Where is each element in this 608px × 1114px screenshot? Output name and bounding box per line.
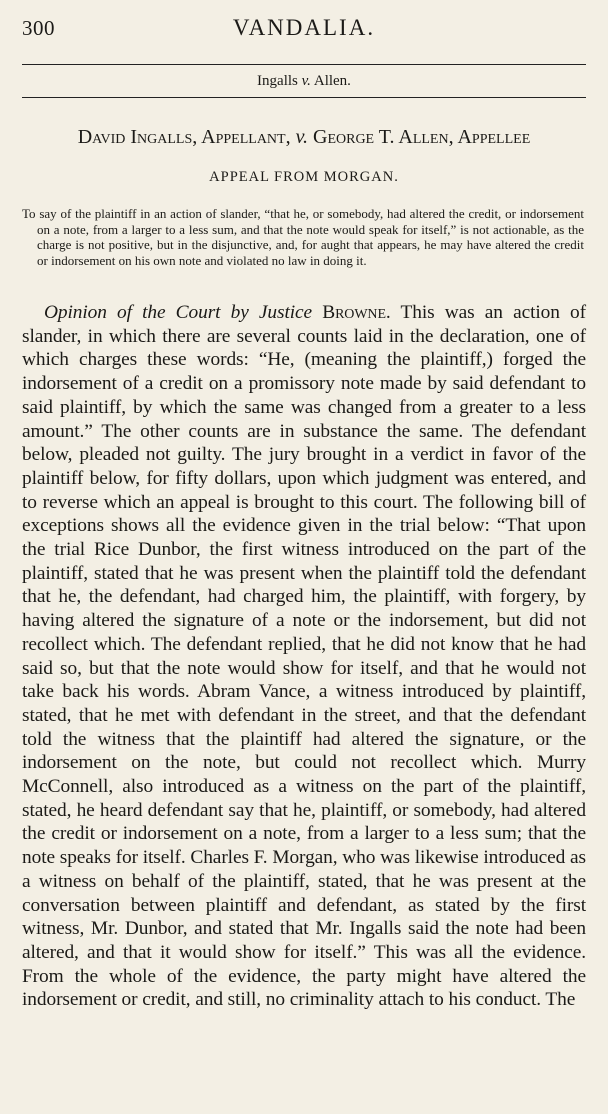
case-full-title [22, 126, 586, 149]
opinion-text [22, 301, 586, 1012]
header-rule-bottom [22, 97, 586, 98]
header-rule-top [22, 64, 586, 65]
case-plaintiff: David Ingalls, Appellant, [77, 126, 291, 148]
page-number: 300 [22, 16, 55, 40]
short-title-v: v. [301, 73, 311, 89]
headnote: To say of the plaintiff in an action of slander, “that he, or somebody, had altered the credit, or indorsement on a note, from a larger to a less sum, and that the note would speak for itself,” is not actionable, as the charge is not positive, but in the disjunctive, and, for aught that appears, he may have altered the credit or indorsement on his own note and violated no law in doing it. [22, 206, 584, 268]
running-head [22, 10, 586, 44]
court-line: APPEAL FROM MORGAN. [209, 169, 399, 185]
running-title: VANDALIA. [232, 15, 376, 40]
short-title-plaintiff: Ingalls [257, 73, 298, 89]
case-defendant: George T. Allen, Appellee [313, 126, 531, 148]
case-short-title [22, 73, 586, 90]
case-v: v. [295, 126, 308, 148]
justice-name: Browne. [322, 302, 391, 323]
short-title-defendant: Allen. [313, 73, 351, 89]
opinion-lead: Opinion of the Court by Justice [44, 302, 313, 323]
opinion-body: This was an action of slander, in which there are several counts laid in the declaration, one of which charges these words: “He, (meaning the plaintiff,) forged the indorsement of a credit on a promissory note made by said defendant to said plaintiff, by which the same was changed from a greater to a less amount.” The other counts are in substance the same. The defendant below, pleaded not guilty. The jury brought in a verdict in favor of the plaintiff below, for fifty dollars, upon which judgment was entered, and to reverse which an appeal is brought to this court. The following bill of exceptions shows all the evidence given in the trial below: “That upon the trial Rice Dunbor, the first witness introduced on the part of the plaintiff, stated that he was present when the plaintiff told the defendant that he, the defendant, had charged him, the plaintiff, with forgery, by having altered the signature of a note or the indorsement, but did not recollect which. The defendant replied, that he did not know that he had said so, but that the note would show for itself, and that he would not take back his words. Abram Vance, a witness introduced by plaintiff, stated, that he met with defendant in the street, and that the defendant told the witness that the plaintiff had altered the signature, or the indorsement on the note, but could not recollect which. Murry McConnell, also introduced as a witness on the part of the plaintiff, stated, he heard defendant say that he, plaintiff, or somebody, had altered the credit or indorsement on a note, from a larger to a less sum; that the note speaks for itself. Charles F. Morgan, who was likewise introduced as a witness on behalf of the plaintiff, stated, that he was present at the conversation between plaintiff and defendant, as stated by the first witness, Mr. Dunbor, and stated that Mr. Ingalls said the note had been altered, and that it would show for itself.” This was all the evidence. From the whole of the evidence, the party might have altered the indorsement or credit, and still, no criminality attach to his conduct. The [22, 302, 586, 1011]
